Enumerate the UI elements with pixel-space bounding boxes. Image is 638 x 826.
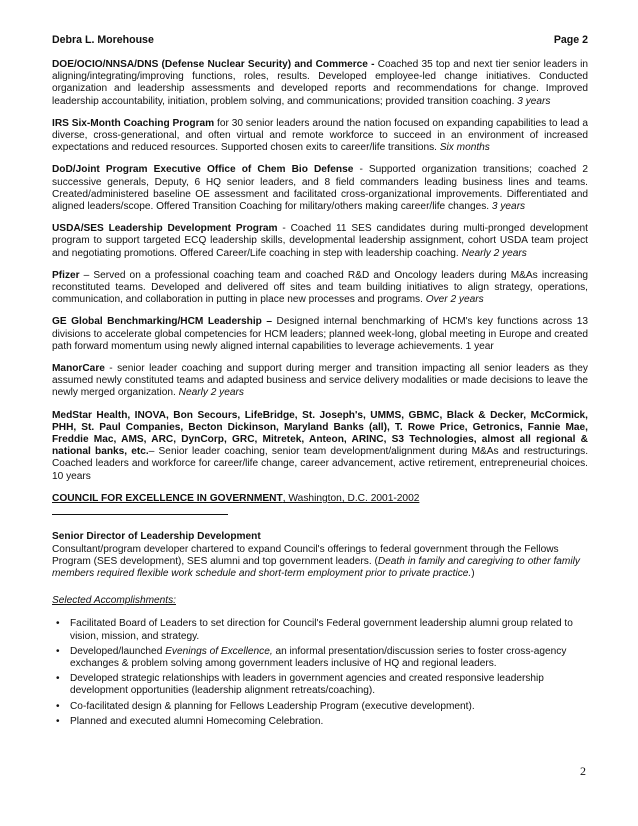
bullet-icon: • xyxy=(56,645,60,657)
entry: IRS Six-Month Coaching Program for 30 senior leaders around the nation focused on expanding capabilities to lead a diverse, cross-generational, and often virtual and remote workforce to succeed in an environment of increased expectations and reduced resources. Supported chosen exits to career/life transitions. Six months xyxy=(52,117,588,154)
bullet-icon: • xyxy=(56,715,60,727)
entry: GE Global Benchmarking/HCM Leadership – Designed internal benchmarking of HCM's key functions across 13 divisions to accelerate global competencies for HCM leaders; planned week-long, global meeting in Europe and created path forward momentum using newly aligned internal capabilities to leverage achievements. 1 year xyxy=(52,316,589,352)
accomplishments-list xyxy=(52,618,588,728)
list-item: • Co-facilitated design & planning for Fellows Leadership Program (executive development). xyxy=(56,700,475,712)
page-header xyxy=(52,34,588,47)
bullet-icon: • xyxy=(56,618,60,630)
experience-entries xyxy=(52,59,588,483)
role-title: Senior Director of Leadership Development xyxy=(52,531,261,543)
entry: MedStar Health, INOVA, Bon Secours, LifeBridge, St. Joseph's, UMMS, GBMC, Black & Decker, McCormick, PHH, St. Paul Companies, Becton Dickinson, Maryland Banks (all), T. Rowe Price, Getronics, Fannie Mae, Freddie Mac, AMS, ARC, DynCorp, GRC, Mitretek, Anteon, ARINC, S3 Technologies, almost all regional & national banks, etc.– Senior leader coaching, senior team development/alignment during M&As and restructurings. Coached leaders and workforce for career/life change, career advancement, active retirement, entrepreneurial choices. 10 years xyxy=(52,409,589,482)
bullet-icon: • xyxy=(56,700,60,712)
bullet-icon: • xyxy=(56,673,60,685)
list-item: • Developed/launched Evenings of Excellence, an informal presentation/discussion series to foster cross-agency exchanges & problem solving among government leaders inclusive of HQ and regional leaders. xyxy=(56,645,567,669)
entry: DoD/Joint Program Executive Office of Chem Bio Defense - Supported organization transitions; coached 2 successive generals, Deputy, 6 HQ senior leaders, and 8 field commanders leading business lines and teams. Created/administered baseline OE assessment and facilitated cross-organizational improvements. Differentiated and aligned leaders/scope. Offered Transition Coaching for military/others making career/life changes. 3 years xyxy=(52,164,588,213)
role-block: Senior Director of Leadership Development Consultant/program developer chartered to expand Council's offerings to federal government through the Fellows Program (SES development), SES alumni and top government leaders. (Death in family and caregiving to other family members required flexible work schedule and short-term employment prior to private practice.) xyxy=(52,531,580,579)
council-heading: COUNCIL FOR EXCELLENCE IN GOVERNMENT, Washington, D.C. 2001-2002 xyxy=(52,493,588,519)
entry: DOE/OCIO/NNSA/DNS (Defense Nuclear Security) and Commerce - Coached 35 top and next tier senior leaders in aligning/integrating/improving functions, roles, results. Developed employee-led change initiatives. Conducted organization and leadership assessments and developed reports and recommendations for change. Improved leadership accountability, initiation, problem solving, and communications; provided transition coaching. 3 years xyxy=(52,59,588,107)
selected-accomplishments-heading: Selected Accomplishments: xyxy=(52,595,176,607)
header-page: Page 2 xyxy=(553,34,588,46)
heading-rule xyxy=(52,505,228,515)
resume-page xyxy=(52,34,588,731)
entry: ManorCare - senior leader coaching and support during merger and transition impacting all senior leaders as they assumed newly constituted teams and adapted business and service delivery modalities or made decisions to leave the newly merged organization. Nearly 2 years xyxy=(52,363,588,399)
entry: Pfizer – Served on a professional coaching team and coached R&D and Oncology leaders during M&As increasing reconstituted teams. Developed and delivered off sites and team building initiatives to align strategy, operations, communication, and collaboration in putting in place new processes and programs. Over 2 years xyxy=(52,269,588,306)
list-item: • Planned and executed alumni Homecoming Celebration. xyxy=(56,715,324,727)
list-item: • Facilitated Board of Leaders to set direction for Council's Federal government leadership alumni group related to vision, mission, and strategy. xyxy=(56,618,573,642)
list-item: • Developed strategic relationships with leaders in government agencies and created responsive leadership development opportunities (leadership alignment retreats/coaching). xyxy=(56,673,544,697)
page-number: 2 xyxy=(580,764,586,778)
entry: USDA/SES Leadership Development Program - Coached 11 SES candidates during multi-pronged development program to support targeted ECQ leadership skills, developmental leadership assignment, cohort USDA team project and negotiating promotions. Offered Career/Life coaching in step with leadership coaching. Nearly 2 years xyxy=(52,223,588,259)
header-name: Debra L. Morehouse xyxy=(52,34,154,46)
